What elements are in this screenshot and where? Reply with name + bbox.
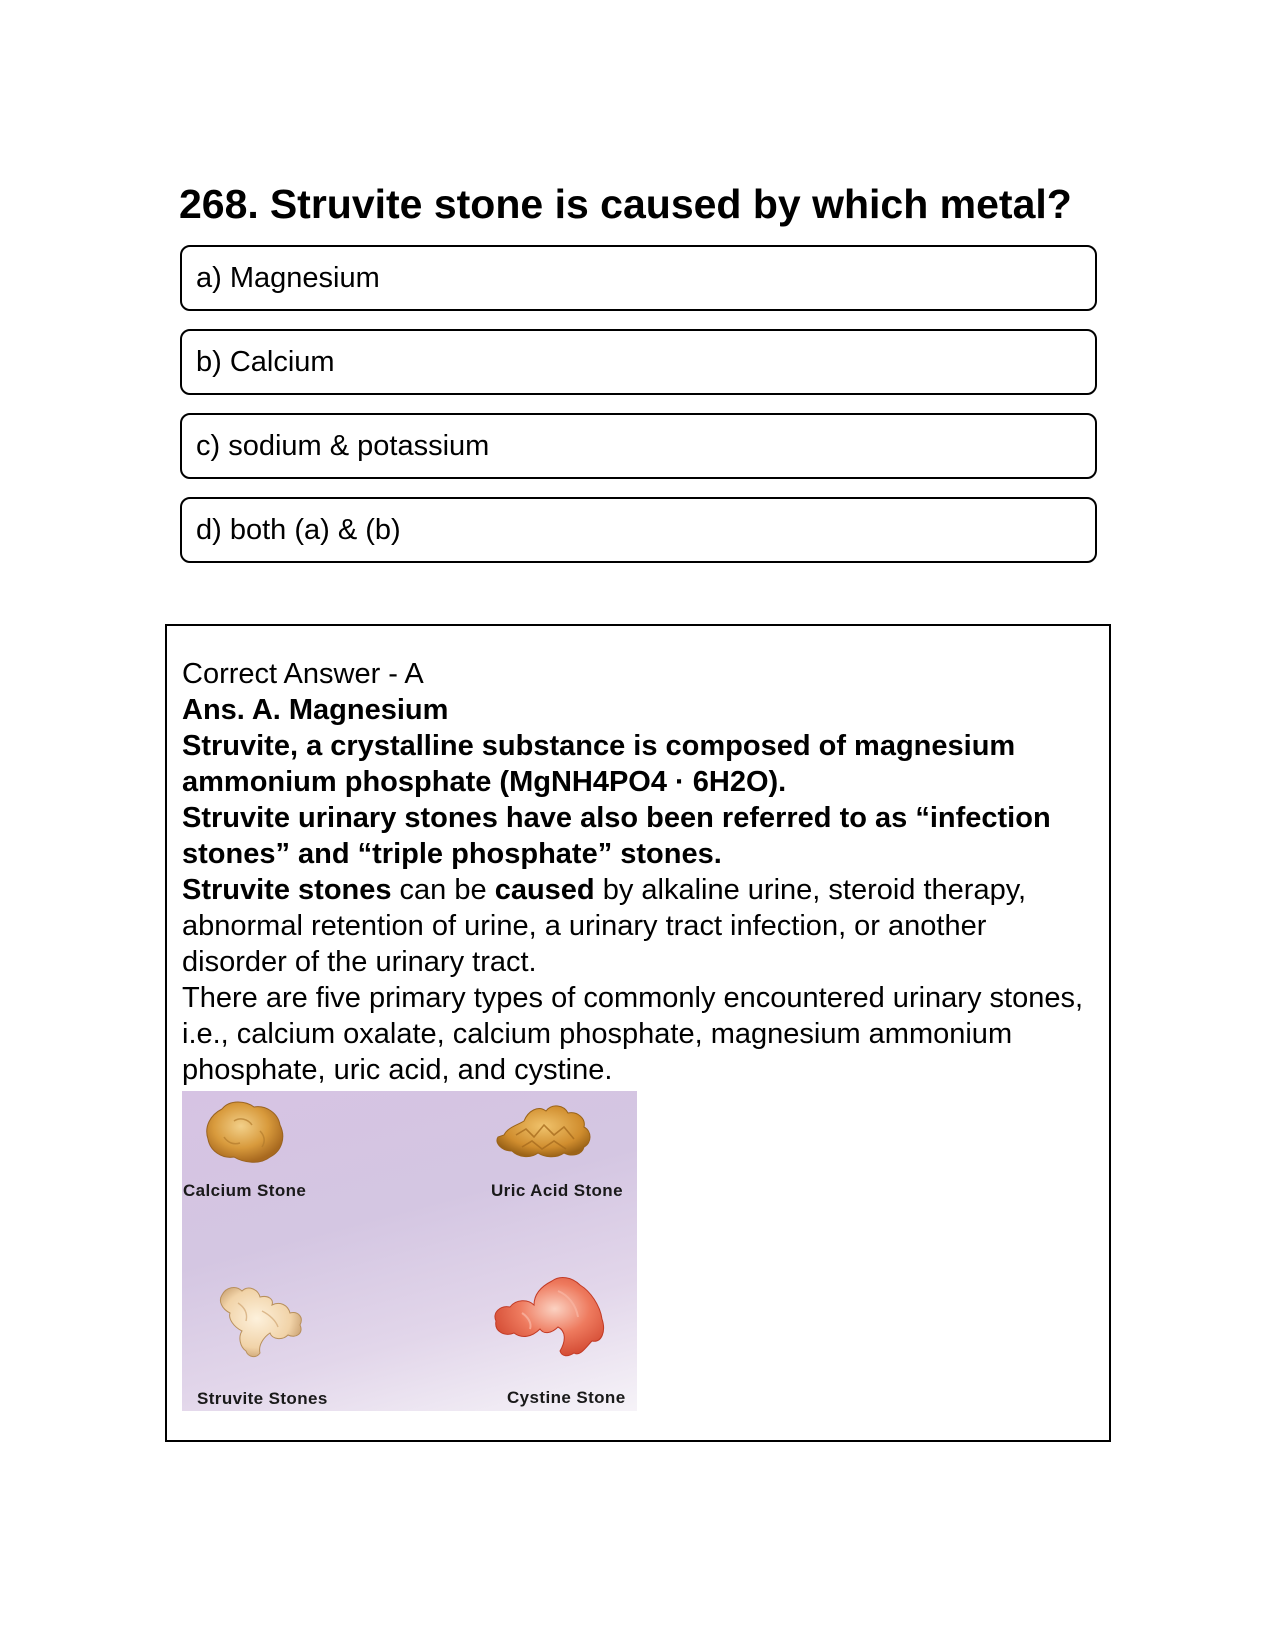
explanation-paragraph-4: There are five primary types of commonly encountered urinary stones, i.e., calcium oxalate, calcium phosphate, magnesium ammonium phosphate, uric acid, and cystine. <box>182 982 1084 1086</box>
para3-text-2: by alkaline urine, steroid therapy, abnormal retention of urine, a urinary tract infection, or another disorder of the urinary tract. <box>182 874 1027 978</box>
answer-explanation-box <box>165 624 1111 1442</box>
uric-acid-stone-icon <box>497 1106 590 1157</box>
caused-bold: caused <box>494 874 595 906</box>
calcium-stone-label: Calcium Stone <box>183 1181 307 1200</box>
correct-answer-line: Correct Answer - A <box>182 658 424 690</box>
urinary-stones-figure <box>182 1091 637 1411</box>
answer-heading: Ans. A. Magnesium <box>182 694 449 726</box>
question-text: Struvite stone is caused by which metal? <box>269 181 1072 227</box>
struvite-stones-label: Struvite Stones <box>197 1389 328 1408</box>
explanation-paragraph-1: Struvite, a crystalline substance is composed of magnesium ammonium phosphate (MgNH4PO4 · 6H2O). <box>182 730 1016 798</box>
para3-text-1: can be <box>391 874 495 906</box>
struvite-stones-bold: Struvite stones <box>182 874 392 906</box>
struvite-stone-icon <box>220 1288 301 1357</box>
explanation-paragraph-3 <box>182 872 1087 980</box>
stones-illustration <box>182 1091 637 1411</box>
option-b[interactable]: b) Calcium <box>180 329 1097 395</box>
question-title <box>179 178 1072 230</box>
cystine-stone-icon <box>495 1278 604 1356</box>
answer-text <box>182 656 1087 1088</box>
uric-acid-stone-label: Uric Acid Stone <box>491 1181 623 1200</box>
option-d[interactable]: d) both (a) & (b) <box>180 497 1097 563</box>
option-a[interactable]: a) Magnesium <box>180 245 1097 311</box>
question-number: 268. <box>179 181 259 227</box>
option-c[interactable]: c) sodium & potassium <box>180 413 1097 479</box>
cystine-stone-label: Cystine Stone <box>507 1388 626 1407</box>
explanation-paragraph-2: Struvite urinary stones have also been referred to as “infection stones” and “triple phosphate” stones. <box>182 802 1051 870</box>
calcium-stone-icon <box>207 1102 283 1162</box>
